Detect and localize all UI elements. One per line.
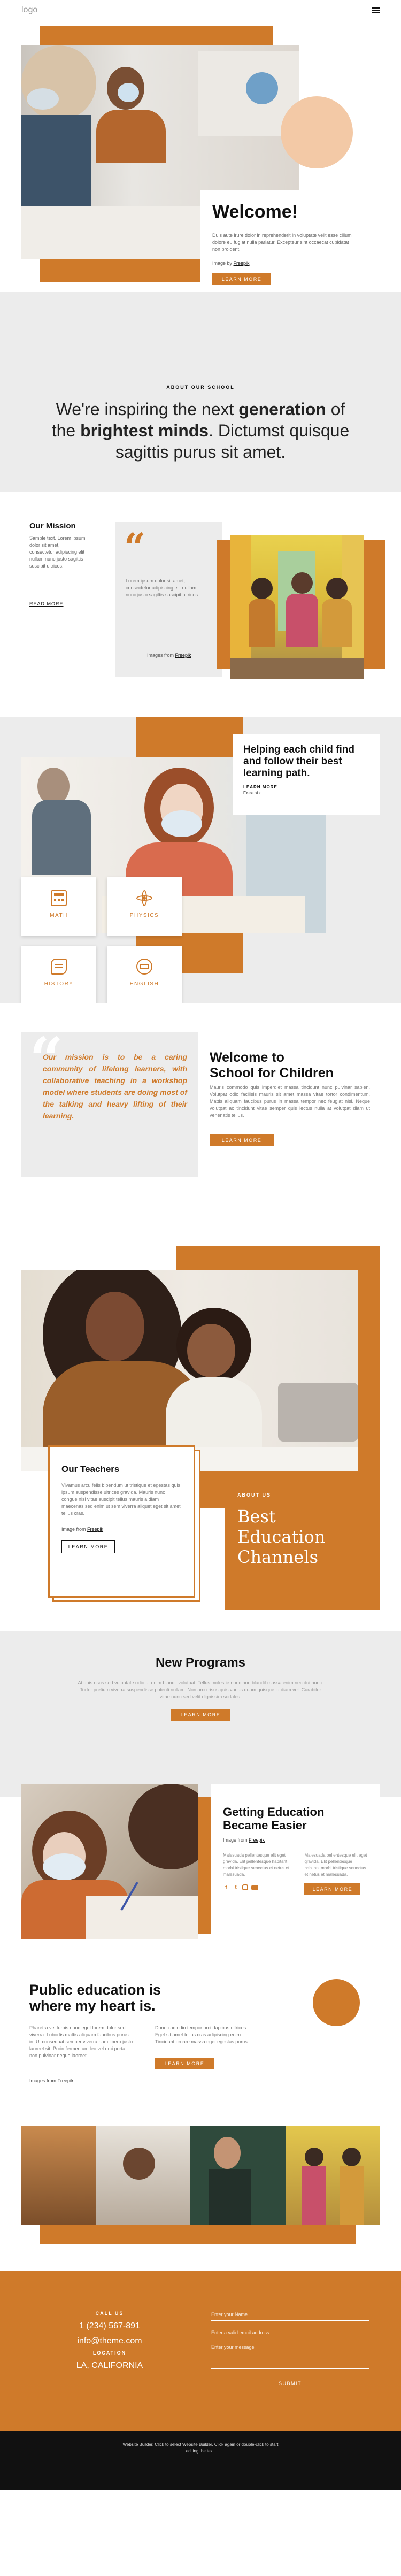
easier-section: [0, 1744, 401, 1950]
best-education-box: [225, 1471, 380, 1610]
welcome-credit: Image by Freepik: [212, 260, 250, 266]
phone-number[interactable]: 1 (234) 567-891: [79, 2321, 140, 2330]
contact-section: [0, 2271, 401, 2431]
welcome-text: Duis aute irure dolor in reprehenderit in voluptate velit esse cillum dolore eu fugiat nulla pariatur. Excepteur sint occaecat cupidatat non proident.: [212, 233, 352, 252]
public-section: [0, 1950, 401, 2126]
gallery-section: [0, 2126, 401, 2271]
atom-icon: [136, 890, 152, 906]
location-text: LA, CALIFORNIA: [76, 2361, 143, 2370]
freepik-link[interactable]: Freepik: [233, 260, 250, 266]
hero-peach-circle: [281, 96, 353, 168]
email-input[interactable]: [211, 2326, 369, 2339]
subject-card-history[interactable]: [21, 946, 96, 1003]
public-orange-circle: [313, 1979, 360, 2026]
subject-card-english[interactable]: [107, 946, 182, 1003]
teachers-credit: Image from Freepik: [61, 1527, 104, 1532]
welcome-learn-more-button[interactable]: LEARN MORE: [212, 273, 271, 285]
programs-section: [0, 1631, 401, 1744]
calculator-icon: [51, 890, 67, 906]
location-label: LOCATION: [92, 2350, 127, 2356]
mission-credit: Images from Freepik: [147, 653, 191, 658]
call-label: CALL US: [95, 2311, 124, 2316]
easier-col-1: Malesuada pellentesque elit eget gravida. Elit pellentesque habitant morbi tristique senectus et netus et malesuada.: [223, 1853, 290, 1877]
subject-label: HISTORY: [44, 981, 74, 987]
school-title: Welcome to School for Children: [210, 1050, 334, 1080]
footer: [0, 2431, 401, 2490]
learning-link-2[interactable]: Freepik: [243, 791, 261, 795]
learning-link-1[interactable]: LEARN MORE: [243, 785, 277, 789]
welcome-card: [200, 190, 380, 292]
public-col-2: Donec ac odio tempor orci dapibus ultrices. Eget sit amet tellus cras adipiscing enim. Tincidunt ornare massa eget egestas purus.: [155, 2025, 249, 2044]
instagram-icon[interactable]: [242, 1884, 248, 1890]
header: [0, 0, 401, 21]
learning-title: Helping each child find and follow their best learning path.: [243, 744, 354, 779]
teachers-learn-more-button[interactable]: LEARN MORE: [61, 1540, 115, 1553]
school-quote: Our mission is to be a caring community of lifelong learners, with collaborative teaching in a workshop model where students are doing most of the talking and heavy lifting of their learning.: [43, 1053, 187, 1120]
contact-form: [211, 2308, 369, 2389]
subject-card-math[interactable]: [21, 877, 96, 936]
best-education-title: Best Education Channels: [237, 1506, 326, 1567]
twitter-icon[interactable]: t: [235, 1884, 237, 1890]
easier-col-2: Malesuada pellentesque elit eget gravida. Elit pellentesque habitant morbi tristique senectus et netus et malesuada.: [304, 1853, 367, 1877]
mission-photo: [230, 535, 364, 679]
footer-text: Website Builder. Click to select Website Builder. Click again or double-click to start editing the text.: [122, 2442, 279, 2454]
programs-title: New Programs: [155, 1655, 246, 1670]
logo[interactable]: logo: [21, 5, 38, 14]
freepik-link[interactable]: Freepik: [87, 1527, 104, 1532]
contact-info: [21, 2311, 198, 2371]
learning-section: [0, 717, 401, 1003]
welcome-title: Welcome!: [212, 202, 298, 222]
subject-label: PHYSICS: [129, 913, 159, 918]
public-credit: Images from Freepik: [29, 2078, 74, 2083]
subject-label: ENGLISH: [129, 981, 159, 987]
freepik-link[interactable]: Freepik: [57, 2078, 74, 2083]
easier-credit: Image from Freepik: [223, 1837, 265, 1843]
teachers-text: Vivamus arcu felis bibendum ut tristique et egestas quis ipsum suspendisse ultrices gravida. Mauris nunc congue nisi vitae suscipit tellus mauris a diam maecenas sed enim ut sem viverra aliquet eget sit amet tellus cras.: [61, 1483, 181, 1516]
hamburger-icon[interactable]: [372, 7, 380, 13]
email-address[interactable]: info@theme.com: [77, 2336, 142, 2345]
youtube-icon[interactable]: [251, 1885, 258, 1890]
school-section: [0, 1003, 401, 1246]
teachers-card-inner: [48, 1445, 195, 1598]
facebook-icon[interactable]: f: [225, 1884, 227, 1891]
easier-photo: [21, 1784, 198, 1939]
school-learn-more-button[interactable]: LEARN MORE: [210, 1134, 274, 1146]
mission-text: Sample text. Lorem ipsum dolor sit amet, consectetur adipiscing elit nullam nunc justo sagittis suscipit ultrices.: [29, 535, 86, 569]
mission-read-more-link[interactable]: READ MORE: [29, 601, 64, 607]
freepik-link[interactable]: Freepik: [175, 653, 191, 658]
teachers-photo: [21, 1270, 358, 1471]
message-input[interactable]: [211, 2344, 369, 2369]
social-icons: [223, 1884, 291, 1891]
public-col-1: Pharetra vel turpis nunc eget lorem dolor sed viverra. Lobortis mattis aliquam faucibus purus in. Ut consequat semper viverra nam libero justo laoreet sit. Proin fermentum leo vel orci porta non pulvinar neque laoreet.: [29, 2025, 133, 2058]
quote-icon: “: [124, 525, 146, 569]
easier-title: Getting Education Became Easier: [223, 1805, 325, 1832]
mission-title: Our Mission: [29, 522, 76, 531]
submit-button[interactable]: SUBMIT: [272, 2378, 309, 2389]
freepik-link[interactable]: Freepik: [249, 1837, 265, 1843]
gallery-photo: [21, 2126, 380, 2225]
teachers-section: [0, 1246, 401, 1631]
about-section: [0, 292, 401, 492]
mission-section: [0, 492, 401, 717]
easier-learn-more-button[interactable]: LEARN MORE: [304, 1883, 360, 1895]
scroll-icon: [51, 959, 67, 975]
programs-text: At quis risus sed vulputate odio ut enim blandit volutpat. Tellus molestie nunc non blandit massa enim nec dui nunc. Tortor pretium viverra suspendisse potenti nullam. Non arcu risus quis varius quam quisque id diam vel. Curabitur vitae nunc sed velit dignissim sodales.: [78, 1680, 323, 1699]
about-kicker: ABOUT OUR SCHOOL: [166, 385, 235, 390]
public-title: Public education is where my heart is.: [29, 1982, 161, 2014]
mission-quote: Lorem ipsum dolor sit amet, consectetur adipiscing elit nullam nunc justo sagittis suscipit ultrices.: [126, 578, 199, 597]
programs-learn-more-button[interactable]: LEARN MORE: [171, 1709, 230, 1721]
name-input[interactable]: [211, 2308, 369, 2321]
public-learn-more-button[interactable]: LEARN MORE: [155, 2058, 214, 2069]
teachers-title: Our Teachers: [61, 1464, 120, 1474]
about-us-kicker: ABOUT US: [237, 1492, 271, 1498]
book-icon: [136, 959, 152, 975]
subject-card-physics[interactable]: [107, 877, 182, 936]
learning-card: [233, 734, 380, 815]
about-headline: We're inspiring the next generation of the brightest minds. Dictumst quisque sagittis purus sit amet.: [51, 400, 350, 462]
subject-label: MATH: [50, 913, 68, 918]
hero-section: [0, 21, 401, 292]
easier-card: [211, 1784, 380, 1939]
school-text: Mauris commodo quis imperdiet massa tincidunt nunc pulvinar sapien. Volutpat odio facilisis mauris sit amet massa vitae tortor condimentum. Mattis aliquam faucibus purus in massa tempor nec feugiat nisl. Neque volutpat ac tincidunt vitae semper quis lectus nulla at volutpat diam ut venenatis tellus.: [210, 1085, 370, 1118]
quote-icon: “: [29, 1024, 64, 1093]
